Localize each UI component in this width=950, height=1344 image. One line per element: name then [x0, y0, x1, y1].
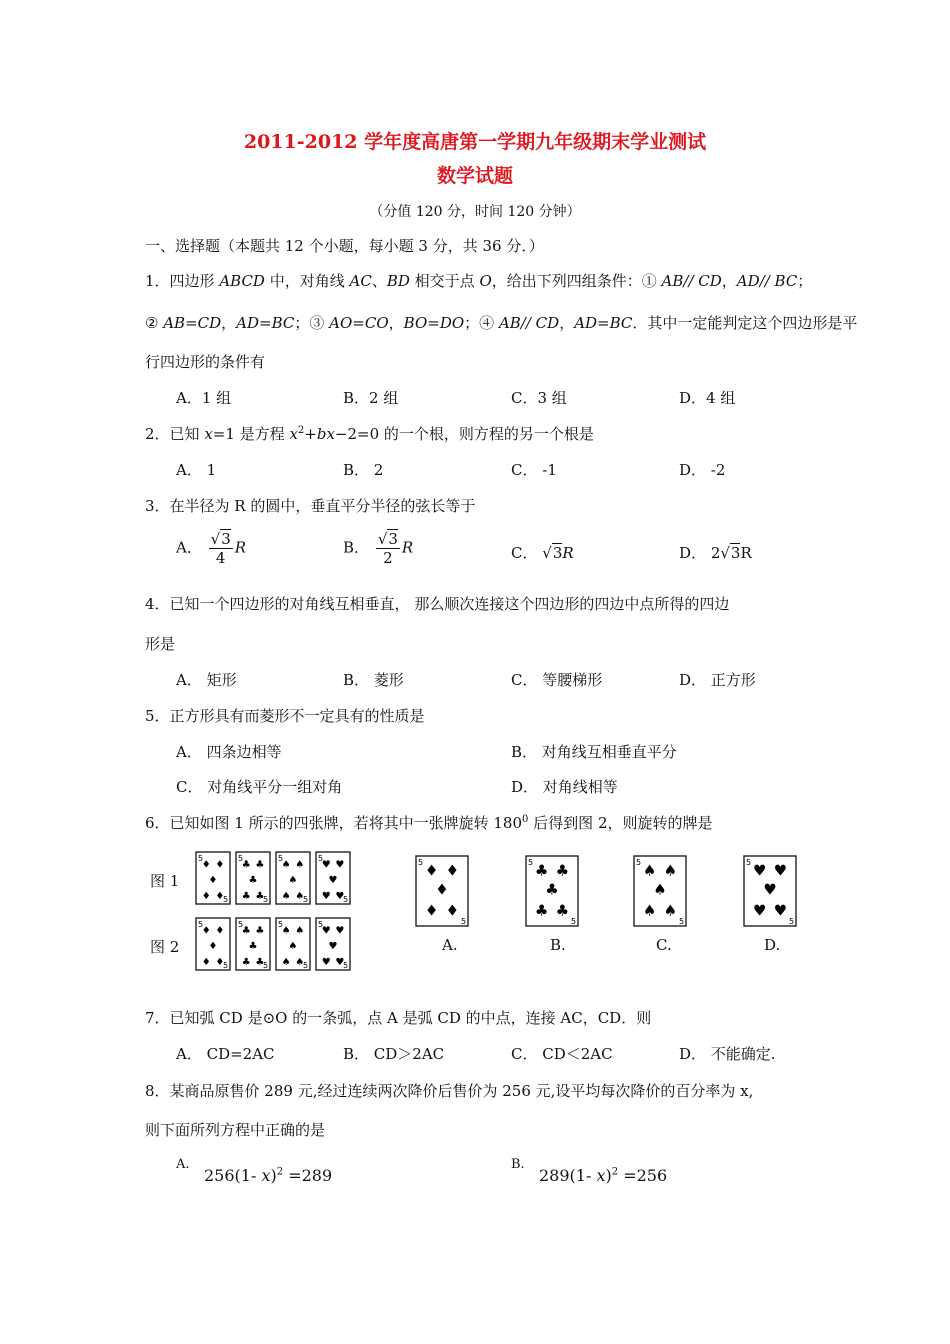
q1-text: 1．四边形: [145, 272, 220, 290]
option-label: A．: [176, 538, 202, 557]
suit-icon: ♣: [555, 861, 570, 880]
suit-icon: ♣: [534, 901, 549, 920]
q3-option-a: [176, 530, 246, 567]
suit-icon: ♠: [663, 861, 678, 880]
radicand: 3: [730, 544, 741, 562]
number: 289: [539, 1166, 570, 1185]
fraction-denominator: 2: [383, 549, 393, 567]
q6-text: 6．已知如图 1 所示的四张牌，若将其中一张牌旋转 180: [145, 814, 523, 832]
q3-option-b: [343, 530, 413, 567]
q1-text: ，: [221, 314, 237, 332]
option-label: C．: [511, 544, 538, 562]
text: =289: [283, 1166, 333, 1185]
section-heading: 一、选择题（本题共 12 个小题，每小题 3 分，共 36 分．）: [145, 237, 544, 255]
suit-icon: ♠: [288, 875, 298, 887]
card-rank: 5: [198, 920, 204, 929]
q1-var: AD=BC: [236, 314, 295, 332]
option-card: [634, 856, 686, 926]
q1-option-c: C．3 组: [511, 389, 567, 407]
q3-stem: 3．在半径为 R 的圆中，垂直平分半径的弦长等于: [145, 497, 476, 515]
suit-icon: ♦: [215, 925, 225, 937]
card-rank: 5: [343, 961, 349, 970]
suit-icon: ♦: [215, 956, 225, 968]
text: ): [605, 1166, 612, 1185]
card-rank: 5: [303, 895, 309, 904]
q6-stem: [145, 812, 713, 833]
q1-text: ；④: [464, 314, 499, 332]
q1-var: AB// CD: [498, 314, 560, 332]
q1-var: AO=CO: [329, 314, 389, 332]
q2-option-c: C． -1: [511, 461, 557, 479]
radicand: 3: [552, 544, 563, 562]
suit-icon: ♣: [241, 859, 251, 871]
q1-var: ABCD: [219, 272, 265, 290]
suit-icon: ♣: [248, 941, 258, 953]
q1-var: AC: [349, 272, 372, 290]
suit-icon: ♠: [295, 890, 305, 902]
q2-option-b: B． 2: [343, 461, 384, 479]
suit-icon: ♥: [335, 890, 345, 902]
suit-icon: ♥: [763, 880, 777, 899]
suit-icon: ♠: [288, 941, 298, 953]
suit-icon: ♥: [321, 890, 331, 902]
q7-option-c: C． CD＜2AC: [511, 1045, 613, 1063]
q4-option-b: B． 菱形: [343, 671, 404, 689]
card-option-c-label: C.: [656, 936, 672, 954]
suit-icon: ♦: [208, 941, 218, 953]
card-rank: 5: [461, 917, 467, 926]
fraction: [376, 530, 400, 567]
q7-option-b: B． CD＞2AC: [343, 1045, 445, 1063]
q1-option-a: A．1 组: [176, 389, 232, 407]
suit-icon: ♦: [201, 925, 211, 937]
figure-1-label: 图 1: [150, 872, 180, 890]
exam-info: （分值 120 分，时间 120 分钟）: [369, 204, 581, 220]
q1-var: O: [479, 272, 492, 290]
suit-icon: ♦: [215, 890, 225, 902]
q2-option-d: D． -2: [679, 461, 726, 479]
cards-drawing: [148, 846, 803, 976]
q1-text: ；: [797, 272, 813, 290]
radicand: 3: [388, 530, 398, 548]
suit-icon: ♦: [445, 901, 460, 920]
card-rank: 5: [318, 854, 324, 863]
q1-text: ，: [559, 314, 575, 332]
suit-icon: ♠: [281, 925, 291, 937]
exponent: 2: [611, 1166, 619, 1178]
option-card: [416, 856, 468, 926]
suit-icon: ♥: [773, 861, 788, 880]
text: (1-: [234, 1166, 262, 1185]
suit-icon: ♣: [255, 925, 265, 937]
q2-text: 2．已知: [145, 425, 205, 443]
q1-text: 相交于点: [409, 272, 480, 290]
card-rank: 5: [263, 895, 269, 904]
suit-icon: ♥: [321, 859, 331, 871]
q1-text: 中，对角线: [264, 272, 350, 290]
suit-icon: ♦: [208, 875, 218, 887]
suit-icon: ♣: [255, 859, 265, 871]
text: =256: [618, 1166, 668, 1185]
card-rank: 5: [278, 920, 284, 929]
suit-icon: ♣: [555, 901, 570, 920]
suit-icon: ♠: [281, 890, 291, 902]
q4-line1: 4．已知一个四边形的对角线互相垂直， 那么顺次连接这个四边形的四边中点所得的四边: [145, 595, 730, 613]
card-rank: 5: [223, 895, 229, 904]
option-label: B．: [343, 538, 370, 557]
coefficient: 2: [710, 544, 721, 562]
suit-icon: ♣: [255, 890, 265, 902]
suit-icon: ♦: [201, 956, 211, 968]
q7-stem: 7．已知弧 CD 是⊙O 的一条弧，点 A 是弧 CD 的中点，连接 AC，CD．则: [145, 1009, 652, 1027]
card-rank: 5: [418, 858, 424, 867]
q2-option-a: A． 1: [176, 461, 217, 479]
radicand: 3: [221, 530, 231, 548]
variable: x: [596, 1166, 606, 1185]
q2-text: +: [304, 425, 317, 443]
q3-option-d: D． 2√3R: [679, 544, 752, 562]
suit-icon: ♦: [445, 861, 460, 880]
suit-icon: ♥: [752, 901, 767, 920]
q8-option-a-equation: [204, 1166, 332, 1185]
q1-text: ；③: [294, 314, 330, 332]
q4-option-d: D． 正方形: [679, 671, 756, 689]
suit-icon: ♠: [295, 859, 305, 871]
card-rank: 5: [746, 858, 752, 867]
q2-var: bx: [316, 425, 335, 443]
card-rank: 5: [528, 858, 534, 867]
q1-var: AD// BC: [736, 272, 798, 290]
exponent: 2: [276, 1166, 284, 1178]
q1-var: AB=CD: [163, 314, 222, 332]
suit-icon: ♥: [321, 956, 331, 968]
q1-text: ，: [721, 272, 737, 290]
suit-icon: ♣: [241, 890, 251, 902]
q1-var: BD: [386, 272, 410, 290]
q1-var: BO=DO: [403, 314, 465, 332]
degree-mark: 0: [522, 814, 529, 825]
figure-2-card: [196, 918, 230, 970]
q7-option-a: A． CD=2AC: [176, 1045, 275, 1063]
playing-cards-figure: [148, 846, 803, 976]
figure-1-card: [316, 852, 350, 904]
suit-icon: ♥: [335, 956, 345, 968]
q2-text: −2=0 的一个根，则方程的另一个根是: [334, 425, 594, 443]
q1-option-b: B．2 组: [343, 389, 399, 407]
q4-option-c: C． 等腰梯形: [511, 671, 603, 689]
suit-icon: ♦: [215, 859, 225, 871]
suit-icon: ♠: [281, 956, 291, 968]
q1-text: ②: [145, 314, 164, 332]
suit-icon: ♣: [255, 956, 265, 968]
suit-icon: ♠: [642, 901, 657, 920]
card-rank: 5: [238, 854, 244, 863]
variable: R: [562, 544, 574, 562]
suit-icon: ♠: [663, 901, 678, 920]
q5-stem: 5．正方形具有而菱形不一定具有的性质是: [145, 707, 425, 725]
variable: R: [234, 538, 247, 557]
fraction-numerator: √3: [377, 530, 398, 548]
suit-icon: ♦: [424, 861, 439, 880]
variable: x: [261, 1166, 271, 1185]
q1-var: AB// CD: [661, 272, 722, 290]
q8-line1: 8．某商品原售价 289 元,经过连续两次降价后售价为 256 元,设平均每次降价的百分率为 x,: [145, 1082, 754, 1100]
variable: R: [401, 538, 414, 557]
suit-icon: ♣: [545, 880, 559, 899]
q3-option-c: C． √3R: [511, 544, 574, 562]
suit-icon: ♠: [653, 880, 667, 899]
option-label: D．: [679, 544, 707, 562]
option-card: [744, 856, 796, 926]
figure-1-card: [276, 852, 310, 904]
q5-option-b: B． 对角线互相垂直平分: [511, 743, 677, 761]
q1-var: AD=BC: [574, 314, 633, 332]
q2-exponent: 2: [297, 425, 305, 436]
suit-icon: ♠: [295, 925, 305, 937]
q8-option-b-equation: [539, 1166, 667, 1185]
card-rank: 5: [263, 961, 269, 970]
suit-icon: ♥: [773, 901, 788, 920]
q4-option-a: A． 矩形: [176, 671, 237, 689]
q7-option-d: D． 不能确定.: [679, 1045, 776, 1063]
q1-text: ，: [388, 314, 404, 332]
q4-line2: 形是: [145, 635, 176, 653]
suit-icon: ♥: [335, 859, 345, 871]
card-rank: 5: [318, 920, 324, 929]
suit-icon: ♥: [328, 941, 338, 953]
q8-option-b-label: B.: [511, 1157, 525, 1172]
q1-text: ，给出下列四组条件：①: [491, 272, 662, 290]
suit-icon: ♦: [424, 901, 439, 920]
card-rank: 5: [571, 917, 577, 926]
card-rank: 5: [789, 917, 795, 926]
q2-var: x: [289, 425, 298, 443]
q1-line1: [145, 270, 812, 291]
suit-icon: ♣: [248, 875, 258, 887]
card-option-b-label: B.: [550, 936, 566, 954]
card-rank: 5: [343, 895, 349, 904]
number: 256: [204, 1166, 235, 1185]
suit-icon: ♣: [241, 956, 251, 968]
card-rank: 5: [303, 961, 309, 970]
q5-option-a: A． 四条边相等: [176, 743, 282, 761]
variable: R: [740, 544, 752, 562]
card-rank: 5: [278, 854, 284, 863]
figure-2-card: [276, 918, 310, 970]
figure-1-card: [236, 852, 270, 904]
suit-icon: ♣: [534, 861, 549, 880]
suit-icon: ♦: [435, 880, 449, 899]
option-card: [526, 856, 578, 926]
card-option-a-label: A.: [442, 936, 458, 954]
suit-icon: ♣: [241, 925, 251, 937]
exam-title: 2011-2012 学年度高唐第一学期九年级期末学业测试: [243, 131, 707, 153]
q8-option-a-label: A.: [176, 1157, 190, 1172]
text: (1-: [569, 1166, 597, 1185]
figure-2-label: 图 2: [150, 938, 180, 956]
fraction-denominator: 4: [215, 549, 226, 567]
figure-2-card: [236, 918, 270, 970]
fraction-numerator: √3: [210, 530, 231, 548]
q2-text: =1 是方程: [212, 425, 290, 443]
suit-icon: ♥: [328, 875, 338, 887]
card-rank: 5: [679, 917, 685, 926]
q2-var: x: [204, 425, 213, 443]
suit-icon: ♦: [201, 890, 211, 902]
fraction: [209, 530, 233, 567]
q1-line2: [145, 312, 857, 333]
q8-line2: 则下面所列方程中正确的是: [145, 1121, 326, 1139]
card-rank: 5: [198, 854, 204, 863]
suit-icon: ♠: [281, 859, 291, 871]
exam-subtitle: 数学试题: [436, 165, 513, 187]
q1-option-d: D．4 组: [679, 389, 736, 407]
q1-text: ．其中一定能判定这个四边形是平: [632, 314, 858, 332]
text: ): [270, 1166, 277, 1185]
card-rank: 5: [636, 858, 642, 867]
card-option-d-label: D.: [764, 936, 781, 954]
q1-line3: 行四边形的条件有: [145, 353, 266, 371]
figure-1-card: [196, 852, 230, 904]
q5-option-d: D． 对角线相等: [511, 778, 618, 796]
card-rank: 5: [238, 920, 244, 929]
suit-icon: ♥: [321, 925, 331, 937]
q5-option-c: C． 对角线平分一组对角: [176, 778, 343, 796]
q6-text: 后得到图 2，则旋转的牌是: [528, 814, 713, 832]
figure-2-card: [316, 918, 350, 970]
suit-icon: ♠: [295, 956, 305, 968]
q2-stem: [145, 423, 594, 444]
suit-icon: ♥: [335, 925, 345, 937]
suit-icon: ♥: [752, 861, 767, 880]
suit-icon: ♠: [642, 861, 657, 880]
q1-text: 、: [371, 272, 387, 290]
card-rank: 5: [223, 961, 229, 970]
suit-icon: ♦: [201, 859, 211, 871]
